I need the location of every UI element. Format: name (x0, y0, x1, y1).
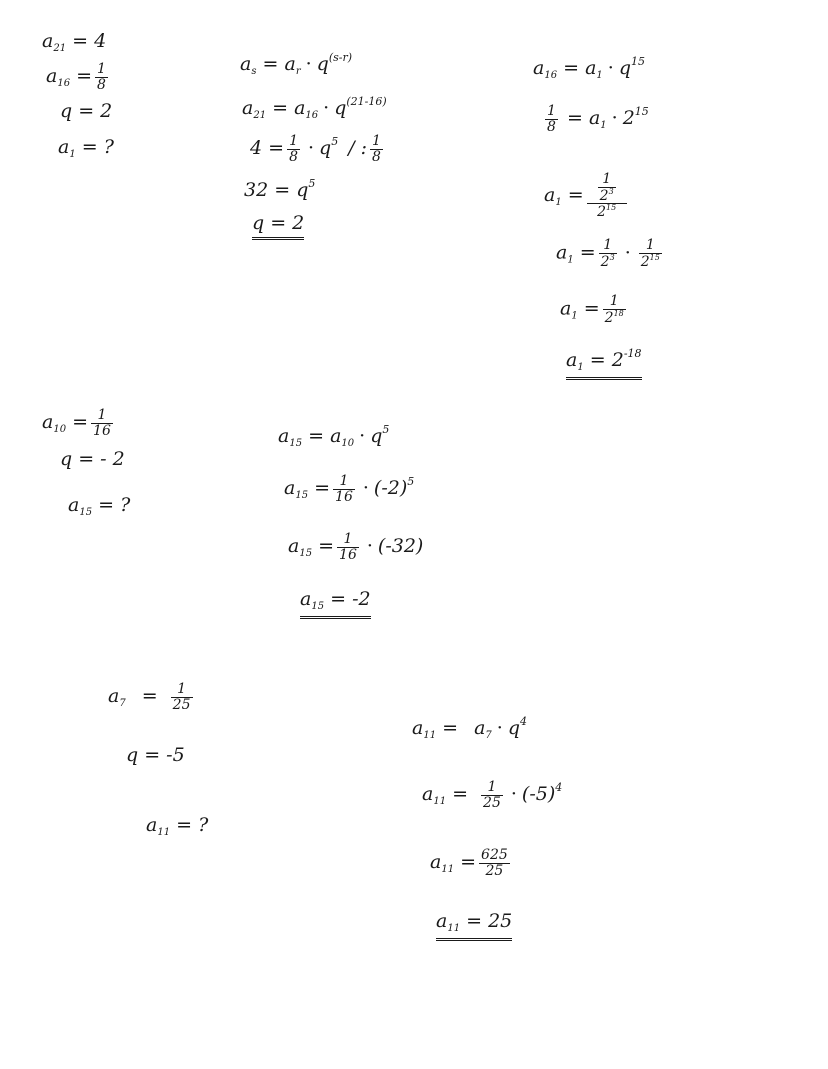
p1-equation-substituted: 4 = $\frac{1}{8}$ · $q^5$ / : $\frac{1}{8}$ (250, 133, 381, 165)
p2-formula: $a_{15} = a_{10} \cdot q^5$ (278, 423, 390, 449)
p3-simplified: $a_{11}$ = $\frac{625}{25}$ (430, 847, 508, 879)
p3-formula: $a_{11} = a_7 \cdot q^4$ (412, 715, 527, 741)
p1-equation-simplified: $32 = q^5$ (244, 177, 316, 201)
p3-substituted: $a_{11}$ = $\frac{1}{25}$ · $(-5)^4$ (422, 779, 563, 811)
p1-result-a1: $a_1 = 2^{-18}$ (566, 348, 642, 380)
p1-formula-specific: $a_{21} = a_{16} \cdot q^{(21-16)}$ (242, 95, 387, 121)
p1-solve-a1-step3: $a_1$ = $\frac{1}{2^{18}}$ (560, 293, 624, 326)
p1-formula-general: $a_s = a_r \cdot q^{(s-r)}$ (240, 51, 353, 77)
p3-given-a7: $a_7$ = $\frac{1}{25}$ (108, 681, 191, 713)
p1-given-q: q = 2 (60, 100, 113, 122)
p2-result-a15: $a_{15} = -2$ (300, 590, 371, 619)
p3-given-q: q = -5 (126, 744, 185, 766)
p2-given-a10: $a_{10}$ = $\frac{1}{16}$ (42, 407, 111, 439)
p2-given-q: q = - 2 (60, 448, 125, 470)
p1-given-a16: $a_{16}$ = $\frac{1}{8}$ (46, 61, 106, 93)
p3-result-a11: $a_{11} = 25$ (436, 912, 512, 941)
p1-solve-a1-step2: $a_1$ = $\frac{1}{2^3}$ · $\frac{1}{2^{15}}$ (556, 237, 660, 270)
p2-simplified: $a_{15}$ = $\frac{1}{16}$ · (-32) (288, 531, 424, 563)
p1-formula-a16: $a_{16} = a_1 \cdot q^{15}$ (533, 55, 645, 81)
p1-result-q: q = 2 (252, 214, 304, 240)
p1-given-a21: $a_{21} = 4$ (42, 30, 107, 54)
p1-given-a1: $a_1$ = ? (58, 136, 114, 160)
p2-substituted: $a_{15}$ = $\frac{1}{16}$ · $(-2)^5$ (284, 473, 415, 505)
p2-given-a15: $a_{15}$ = ? (68, 494, 131, 518)
p1-solve-a1-step1: $a_1$ = $\frac{\frac{1}{2^3}}{2^{15}}$ (544, 172, 630, 220)
p3-given-a11: $a_{11}$ = ? (146, 814, 209, 838)
p1-substituted-a16: $\frac{1}{8}$ = $a_1 \cdot 2^{15}$ (547, 103, 649, 135)
